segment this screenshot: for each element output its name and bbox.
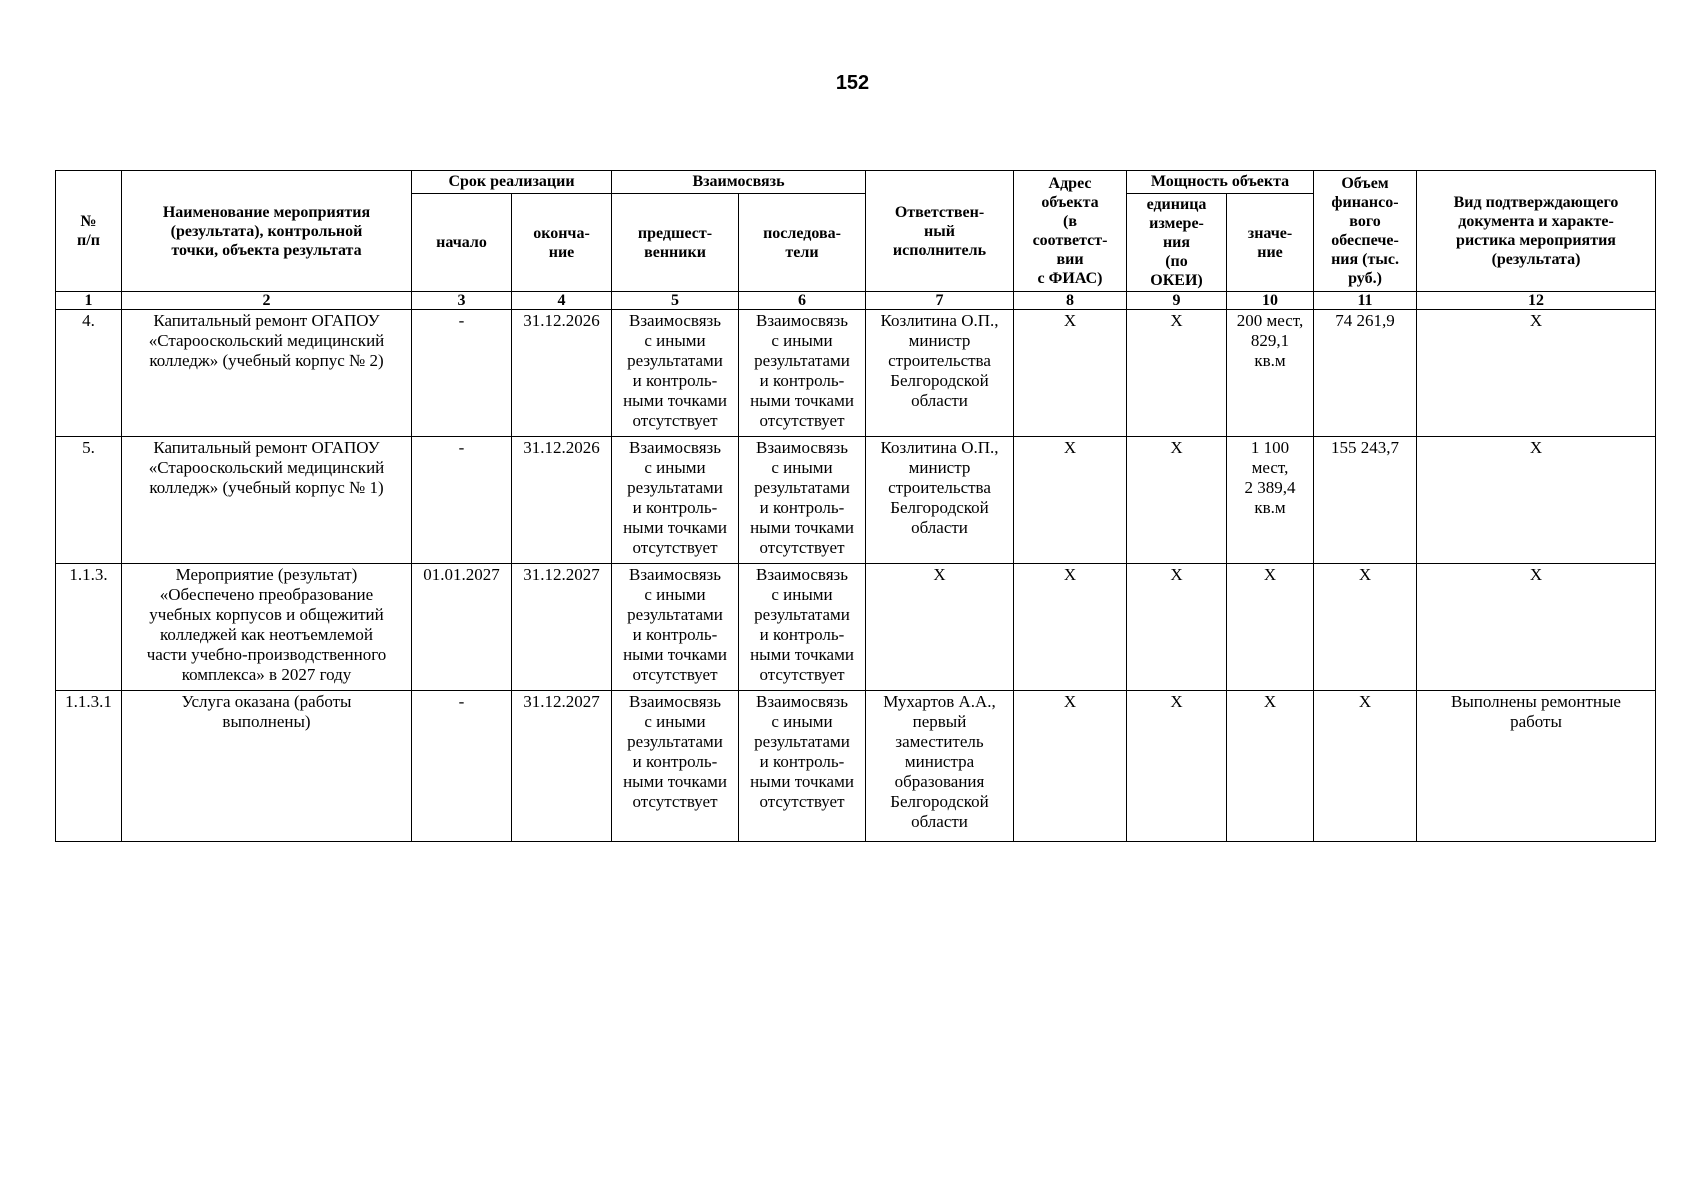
header-num: № п/п <box>56 171 122 292</box>
column-number: 11 <box>1314 292 1417 310</box>
cell-unit: X <box>1127 437 1227 564</box>
cell-predecessors: Взаимосвязь с иными результатами и контроль- ными точками отсутствует <box>612 437 739 564</box>
column-number: 7 <box>866 292 1014 310</box>
cell-successors: Взаимосвязь с иными результатами и контроль- ными точками отсутствует <box>739 310 866 437</box>
cell-predecessors: Взаимосвязь с иными результатами и контроль- ными точками отсутствует <box>612 564 739 691</box>
cell-responsible: Мухартов А.А., первый заместитель министра образования Белгородской области <box>866 691 1014 842</box>
cell-successors: Взаимосвязь с иными результатами и контроль- ными точками отсутствует <box>739 691 866 842</box>
cell-successors: Взаимосвязь с иными результатами и контроль- ными точками отсутствует <box>739 437 866 564</box>
cell-value: 200 мест, 829,1 кв.м <box>1227 310 1314 437</box>
column-number: 9 <box>1127 292 1227 310</box>
cell-funding: 74 261,9 <box>1314 310 1417 437</box>
cell-address: X <box>1014 310 1127 437</box>
column-number: 8 <box>1014 292 1127 310</box>
cell-address: X <box>1014 564 1127 691</box>
events-table <box>55 170 1656 842</box>
cell-name: Мероприятие (результат) «Обеспечено преобразование учебных корпусов и общежитий колледжей как неотъемлемой части учебно-производственного комплекса» в 2027 году <box>122 564 412 691</box>
cell-funding: 155 243,7 <box>1314 437 1417 564</box>
header-address: Адрес объекта (в соответст- вии с ФИАС) <box>1014 171 1127 292</box>
header-successors: последова- тели <box>739 194 866 292</box>
cell-predecessors: Взаимосвязь с иными результатами и контроль- ными точками отсутствует <box>612 310 739 437</box>
cell-end: 31.12.2027 <box>512 691 612 842</box>
header-period-group: Срок реализации <box>412 171 612 194</box>
header-relation-group: Взаимосвязь <box>612 171 866 194</box>
header-start: начало <box>412 194 512 292</box>
column-number: 10 <box>1227 292 1314 310</box>
cell-successors: Взаимосвязь с иными результатами и контроль- ными точками отсутствует <box>739 564 866 691</box>
cell-address: X <box>1014 691 1127 842</box>
cell-name: Капитальный ремонт ОГАПОУ «Старооскольский медицинский колледж» (учебный корпус № 1) <box>122 437 412 564</box>
cell-unit: X <box>1127 564 1227 691</box>
table-body <box>56 310 1656 842</box>
table-header <box>56 171 1656 310</box>
cell-funding: X <box>1314 564 1417 691</box>
cell-unit: X <box>1127 310 1227 437</box>
table-row <box>56 691 1656 842</box>
cell-start: - <box>412 310 512 437</box>
column-number: 1 <box>56 292 122 310</box>
cell-document: X <box>1417 437 1656 564</box>
cell-num: 5. <box>56 437 122 564</box>
cell-start: - <box>412 437 512 564</box>
cell-end: 31.12.2027 <box>512 564 612 691</box>
page-number: 152 <box>835 72 870 94</box>
header-end: оконча- ние <box>512 194 612 292</box>
column-numbers-row <box>56 292 1656 310</box>
cell-end: 31.12.2026 <box>512 310 612 437</box>
cell-value: 1 100 мест, 2 389,4 кв.м <box>1227 437 1314 564</box>
header-funding: Объем финансо- вого обеспече- ния (тыс. руб.) <box>1314 171 1417 292</box>
cell-end: 31.12.2026 <box>512 437 612 564</box>
column-number: 2 <box>122 292 412 310</box>
header-capacity-group: Мощность объекта <box>1127 171 1314 194</box>
cell-document: Выполнены ремонтные работы <box>1417 691 1656 842</box>
column-number: 3 <box>412 292 512 310</box>
cell-value: X <box>1227 564 1314 691</box>
cell-document: X <box>1417 564 1656 691</box>
column-number: 6 <box>739 292 866 310</box>
cell-document: X <box>1417 310 1656 437</box>
header-value: значе- ние <box>1227 194 1314 292</box>
column-number: 12 <box>1417 292 1656 310</box>
header-unit: единица измере- ния (по ОКЕИ) <box>1127 194 1227 292</box>
header-name: Наименование мероприятия (результата), контрольной точки, объекта результата <box>122 171 412 292</box>
cell-value: X <box>1227 691 1314 842</box>
column-number: 5 <box>612 292 739 310</box>
cell-responsible: Козлитина О.П., министр строительства Белгородской области <box>866 437 1014 564</box>
header-document: Вид подтверждающего документа и характе- ристика мероприятия (результата) <box>1417 171 1656 292</box>
cell-address: X <box>1014 437 1127 564</box>
table-row <box>56 437 1656 564</box>
cell-start: 01.01.2027 <box>412 564 512 691</box>
cell-predecessors: Взаимосвязь с иными результатами и контроль- ными точками отсутствует <box>612 691 739 842</box>
cell-name: Капитальный ремонт ОГАПОУ «Старооскольский медицинский колледж» (учебный корпус № 2) <box>122 310 412 437</box>
cell-funding: X <box>1314 691 1417 842</box>
cell-responsible: X <box>866 564 1014 691</box>
cell-num: 1.1.3. <box>56 564 122 691</box>
table-row <box>56 564 1656 691</box>
header-predecessors: предшест- венники <box>612 194 739 292</box>
cell-start: - <box>412 691 512 842</box>
column-number: 4 <box>512 292 612 310</box>
cell-responsible: Козлитина О.П., министр строительства Белгородской области <box>866 310 1014 437</box>
cell-unit: X <box>1127 691 1227 842</box>
table-row <box>56 310 1656 437</box>
cell-num: 4. <box>56 310 122 437</box>
cell-num: 1.1.3.1 <box>56 691 122 842</box>
header-responsible: Ответствен- ный исполнитель <box>866 171 1014 292</box>
cell-name: Услуга оказана (работы выполнены) <box>122 691 412 842</box>
